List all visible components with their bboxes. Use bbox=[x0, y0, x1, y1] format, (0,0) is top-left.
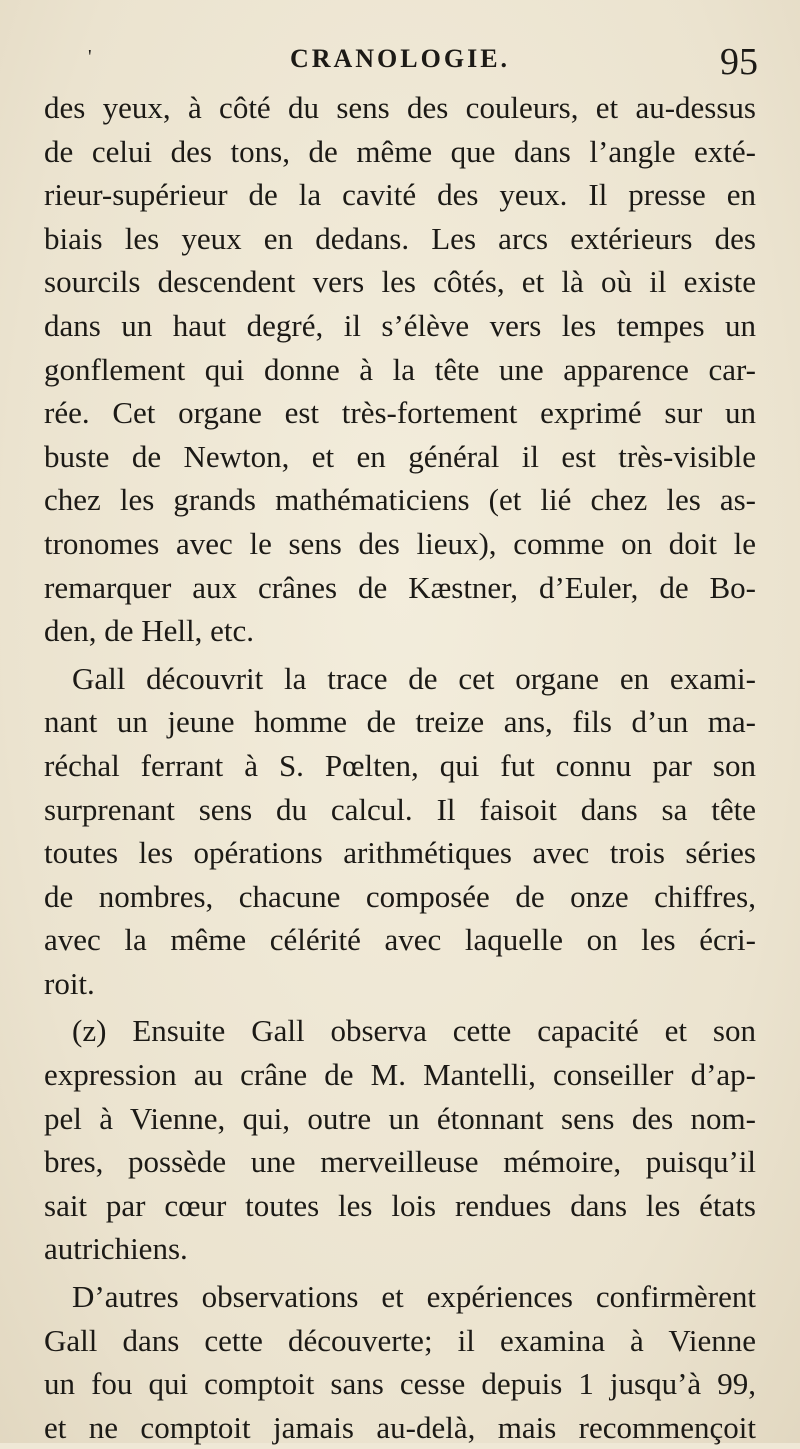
text-line: et ne comptoit jamais au-delà, mais recommençoit bbox=[44, 1409, 756, 1445]
text-line: chez les grands mathématiciens (et lié chez les as- bbox=[44, 482, 756, 518]
margin-mark: ' bbox=[88, 46, 92, 68]
text-line: dans un haut degré, il s’élève vers les tempes un bbox=[44, 307, 756, 343]
text-line: rieur-supérieur de la cavité des yeux. Il presse en bbox=[44, 177, 756, 213]
text-line: buste de Newton, et en général il est très-visible bbox=[44, 438, 756, 474]
text-line: sait par cœur toutes les lois rendues dans les états bbox=[44, 1187, 756, 1223]
text-line: avec la même célérité avec laquelle on les écri- bbox=[44, 922, 756, 958]
text-line: pel à Vienne, qui, outre un étonnant sens des nom- bbox=[44, 1100, 756, 1136]
text-line: surprenant sens du calcul. Il faisoit dans sa tête bbox=[44, 791, 756, 827]
text-line: autrichiens. bbox=[44, 1231, 188, 1267]
text-line: des yeux, à côté du sens des couleurs, et au-dessus bbox=[44, 90, 756, 125]
text-line: bres, possède une merveilleuse mémoire, puisqu’il bbox=[44, 1144, 756, 1180]
running-head bbox=[0, 40, 800, 90]
text-line: un fou qui comptoit sans cesse depuis 1 jusqu’à 99, bbox=[44, 1366, 756, 1402]
text-line: expression au crâne de M. Mantelli, conseiller d’ap- bbox=[44, 1057, 756, 1093]
text-line: rée. Cet organe est très-fortement exprimé sur un bbox=[44, 395, 756, 431]
text-line: nant un jeune homme de treize ans, fils d’un ma- bbox=[44, 704, 756, 740]
running-title: CRANOLOGIE. bbox=[289, 44, 511, 73]
text-line: (z) Ensuite Gall observa cette capacité et son bbox=[72, 1013, 756, 1049]
body-text bbox=[44, 86, 756, 1449]
paragraph bbox=[44, 1009, 756, 1271]
paragraph bbox=[44, 1275, 756, 1449]
text-line: D’autres observations et expériences confirmèrent bbox=[72, 1279, 756, 1315]
page-number: 95 bbox=[720, 41, 758, 83]
text-line: toutes les opérations arithmétiques avec trois séries bbox=[44, 835, 756, 871]
text-line: roit. bbox=[44, 965, 95, 1001]
text-line: den, de Hell, etc. bbox=[44, 613, 255, 649]
text-line: de nombres, chacune composée de onze chiffres, bbox=[44, 878, 756, 914]
text-line: Gall découvrit la trace de cet organe en exami- bbox=[72, 660, 756, 696]
text-line: de celui des tons, de même que dans l’angle exté- bbox=[44, 133, 756, 169]
text-line: biais les yeux en dedans. Les arcs extérieurs des bbox=[44, 220, 756, 256]
paragraph bbox=[44, 86, 756, 653]
paragraph bbox=[44, 657, 756, 1006]
text-line: gonflement qui donne à la tête une apparence car- bbox=[44, 351, 756, 387]
text-line: sourcils descendent vers les côtés, et là où il existe bbox=[44, 264, 756, 300]
text-line: tronomes avec le sens des lieux), comme on doit le bbox=[44, 525, 756, 561]
text-line: réchal ferrant à S. Pœlten, qui fut connu par son bbox=[44, 747, 756, 783]
text-line: remarquer aux crânes de Kæstner, d’Euler, de Bo- bbox=[44, 569, 756, 605]
text-line: Gall dans cette découverte; il examina à Vienne bbox=[44, 1322, 756, 1358]
